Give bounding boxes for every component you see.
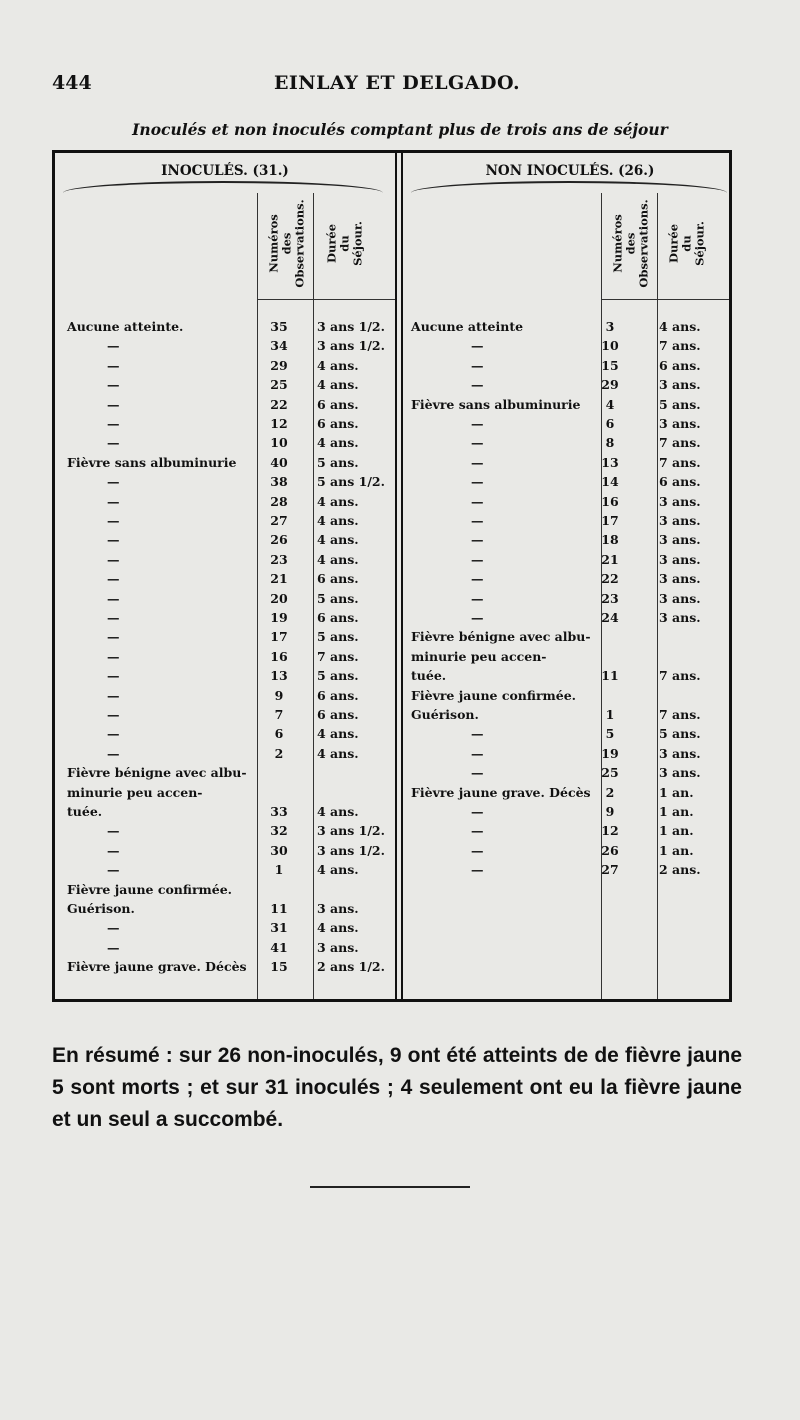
left-cell-desc: — — [107, 551, 120, 567]
left-cell-num: 26 — [270, 532, 288, 548]
closing-rule — [310, 1186, 470, 1188]
left-cell-num: 12 — [270, 416, 288, 431]
left-cell-dur: 3 ans 1/2. — [317, 842, 385, 858]
right-cell-dur: 3 ans. — [659, 610, 701, 625]
right-cell-dur — [659, 686, 729, 705]
right-cell-num: 11 — [601, 668, 619, 684]
left-cell-dur: 4 ans. — [317, 862, 359, 878]
right-cell-num: 5 — [605, 726, 615, 742]
left-cell-dur: 5 ans. — [317, 629, 359, 645]
left-cell-dur: 4 ans. — [317, 745, 359, 761]
right-cell-desc: — — [471, 357, 484, 373]
right-cell-dur: 7 ans. — [659, 707, 701, 722]
right-cell-num: 9 — [605, 804, 615, 819]
left-cell-num: 7 — [274, 707, 284, 722]
left-cell-dur: 6 ans. — [317, 610, 359, 625]
right-cell-dur: 7 ans. — [659, 435, 701, 451]
right-cell-desc: Fièvre sans albuminurie — [411, 396, 581, 412]
right-cell-num: 18 — [601, 532, 619, 548]
right-cell-num: 19 — [601, 745, 619, 761]
right-cell-num: 14 — [601, 474, 619, 490]
left-cell-desc: — — [107, 357, 120, 373]
left-cell-num: 6 — [274, 726, 284, 742]
left-cell-num: 20 — [270, 590, 288, 606]
right-cell-dur: 5 ans. — [659, 396, 701, 412]
double-rule-b — [401, 153, 403, 999]
left-cell-dur: 4 ans. — [317, 726, 359, 742]
left-cell-num: 34 — [270, 338, 288, 354]
left-cell-dur: 4 ans. — [317, 357, 359, 373]
left-cell-desc: — — [107, 435, 120, 451]
left-cell-dur: 4 ans. — [317, 532, 359, 548]
right-cell-dur: 3 ans. — [659, 377, 701, 393]
left-cell-dur: 4 ans. — [317, 804, 359, 819]
right-cell-desc: — — [471, 454, 484, 470]
right-cell-desc: Fièvre jaune grave. Décès — [411, 784, 591, 800]
right-cell-desc: minurie peu accen- — [411, 648, 547, 664]
right-cell-dur: 5 ans. — [659, 726, 701, 742]
right-cell-desc: — — [471, 571, 484, 587]
brace-left — [63, 181, 383, 193]
left-cell-desc: — — [107, 474, 120, 490]
left-cell-num: 21 — [270, 571, 288, 587]
left-cell-dur: 4 ans. — [317, 435, 359, 451]
right-cell-num: 17 — [601, 513, 619, 528]
left-cell-dur: 4 ans. — [317, 493, 359, 509]
right-cell-desc: — — [471, 474, 484, 490]
left-cell-desc: — — [107, 416, 120, 431]
right-cell-num: 12 — [601, 823, 619, 839]
left-cell-num: 30 — [270, 842, 288, 858]
right-cell-dur: 3 ans. — [659, 571, 701, 587]
right-cell-desc: — — [471, 804, 484, 819]
group-header-non-inocules: NON INOCULÉS. (26.) — [485, 163, 655, 179]
right-cell-desc: — — [471, 338, 484, 354]
left-cell-dur: 6 ans. — [317, 707, 359, 722]
left-cell-desc: — — [107, 862, 120, 878]
right-cell-dur: 3 ans. — [659, 765, 701, 781]
right-cell-dur: 1 an. — [659, 842, 694, 858]
left-cell-desc: Fièvre sans albuminurie — [67, 454, 237, 470]
right-cell-num: 21 — [601, 551, 619, 567]
left-cell-dur: 3 ans. — [317, 901, 359, 916]
right-cell-num — [585, 647, 635, 666]
right-cell-desc: — — [471, 551, 484, 567]
left-cell-num: 1 — [274, 862, 284, 878]
left-cell-desc: — — [107, 513, 120, 528]
left-cell-dur: 4 ans. — [317, 920, 359, 936]
right-cell-desc: — — [471, 416, 484, 431]
right-cell-dur — [659, 627, 729, 646]
left-cell-desc: — — [107, 920, 120, 936]
left-cell-dur: 3 ans 1/2. — [317, 823, 385, 839]
col-header-left-numbers: Numéros des Observations. — [266, 198, 307, 288]
left-cell-num: 27 — [270, 513, 288, 528]
left-cell-desc: — — [107, 532, 120, 548]
left-cell-num: 40 — [270, 454, 288, 470]
left-cell-desc: — — [107, 590, 120, 606]
left-cell-dur: 4 ans. — [317, 377, 359, 393]
right-cell-num: 24 — [601, 610, 619, 625]
left-cell-desc: — — [107, 687, 120, 703]
right-cell-num: 3 — [605, 319, 615, 334]
summary-paragraph: En résumé : sur 26 non-inoculés, 9 ont été atteints de de fièvre jaune 5 sont morts ; et sur 31 inoculés ; 4 seulement ont eu la fièvre jaune et un seul a succombé. — [52, 1044, 742, 1131]
col-header-left-duration: Durée du Séjour. — [324, 220, 365, 266]
left-cell-dur: 5 ans. — [317, 454, 359, 470]
right-cell-num: 6 — [605, 416, 615, 431]
right-cell-desc: — — [471, 745, 484, 761]
right-cell-desc: — — [471, 726, 484, 742]
right-cell-desc: Aucune atteinte — [411, 319, 524, 334]
left-cell-desc: — — [107, 610, 120, 625]
double-rule-a — [395, 153, 397, 999]
right-cell-num: 16 — [601, 493, 619, 509]
right-cell-desc: — — [471, 493, 484, 509]
right-cell-desc: — — [471, 862, 484, 878]
left-cell-dur — [317, 783, 387, 802]
left-cell-num — [259, 880, 299, 899]
right-cell-num: 13 — [601, 454, 619, 470]
left-cell-dur: 3 ans. — [317, 939, 359, 955]
right-cell-dur: 6 ans. — [659, 357, 701, 373]
right-cell-dur: 3 ans. — [659, 416, 701, 431]
right-cell-num: 1 — [605, 707, 615, 722]
right-cell-desc: Fièvre bénigne avec albu- — [411, 629, 591, 645]
right-cell-desc: — — [471, 610, 484, 625]
left-cell-desc: — — [107, 707, 120, 722]
right-cell-num — [585, 627, 635, 646]
left-cell-num: 31 — [270, 920, 288, 936]
left-cell-num: 15 — [270, 959, 288, 975]
left-cell-desc: — — [107, 745, 120, 761]
left-cell-desc: Fièvre bénigne avec albu- — [67, 765, 247, 781]
left-cell-desc: — — [107, 629, 120, 645]
left-cell-dur: 4 ans. — [317, 513, 359, 528]
right-cell-desc: — — [471, 765, 484, 781]
right-cell-dur: 6 ans. — [659, 474, 701, 490]
left-cell-dur: 5 ans. — [317, 590, 359, 606]
data-table — [52, 150, 732, 1002]
right-cell-dur: 7 ans. — [659, 338, 701, 354]
left-cell-desc: Fièvre jaune confirmée. — [67, 881, 233, 897]
left-cell-desc: tuée. — [67, 804, 103, 819]
left-cell-desc: — — [107, 823, 120, 839]
left-cell-num: 16 — [270, 648, 288, 664]
col-header-right-duration: Durée du Séjour. — [666, 220, 707, 266]
left-cell-dur: 5 ans 1/2. — [317, 474, 385, 490]
left-cell-num: 28 — [270, 493, 288, 509]
left-cell-num: 25 — [270, 377, 288, 393]
right-cell-desc: — — [471, 532, 484, 548]
left-cell-dur: 3 ans 1/2. — [317, 319, 385, 334]
left-cell-num: 17 — [270, 629, 288, 645]
left-cell-num: 10 — [270, 435, 288, 451]
brace-right — [411, 181, 727, 193]
right-cell-num: 29 — [601, 377, 619, 393]
left-cell-num: 23 — [270, 551, 288, 567]
left-cell-num: 19 — [270, 610, 288, 625]
header-rule-right — [601, 299, 729, 300]
right-cell-dur: 3 ans. — [659, 551, 701, 567]
left-cell-num: 11 — [270, 901, 288, 916]
right-cell-num: 4 — [605, 396, 615, 412]
right-cell-dur: 1 an. — [659, 823, 694, 839]
left-cell-num: 35 — [270, 319, 288, 334]
left-cell-dur: 6 ans. — [317, 687, 359, 703]
col-header-right-numbers: Numéros des Observations. — [610, 198, 651, 288]
right-cell-desc: — — [471, 377, 484, 393]
left-cell-dur: 6 ans. — [317, 416, 359, 431]
left-cell-desc: — — [107, 338, 120, 354]
right-cell-dur: 3 ans. — [659, 745, 701, 761]
right-cell-dur: 2 ans. — [659, 862, 701, 878]
left-cell-num — [259, 763, 299, 782]
right-cell-num: 2 — [605, 784, 615, 800]
right-cell-num: 15 — [601, 357, 619, 373]
left-cell-num: 29 — [270, 357, 288, 373]
left-cell-desc: — — [107, 396, 120, 412]
left-cell-dur — [317, 763, 387, 782]
running-title: EINLAY ET DELGADO. — [273, 72, 521, 94]
right-cell-num: 27 — [601, 862, 619, 878]
left-cell-dur: 7 ans. — [317, 648, 359, 664]
left-cell-desc: — — [107, 668, 120, 684]
right-cell-dur: 1 an. — [659, 804, 694, 819]
left-cell-desc: — — [107, 493, 120, 509]
running-head — [52, 72, 742, 102]
right-cell-desc: — — [471, 513, 484, 528]
left-cell-desc: — — [107, 939, 120, 955]
right-cell-dur: 3 ans. — [659, 513, 701, 528]
right-cell-num: 23 — [601, 590, 619, 606]
header-rule-left — [257, 299, 395, 300]
left-cell-dur: 2 ans 1/2. — [317, 959, 385, 975]
left-cell-num: 32 — [270, 823, 288, 839]
right-cell-desc: — — [471, 590, 484, 606]
left-cell-desc: — — [107, 377, 120, 393]
left-cell-num: 13 — [270, 668, 288, 684]
right-cell-desc: — — [471, 823, 484, 839]
right-cell-dur: 7 ans. — [659, 454, 701, 470]
left-cell-dur — [317, 880, 387, 899]
right-cell-dur: 7 ans. — [659, 668, 701, 684]
left-cell-num: 38 — [270, 474, 288, 490]
left-cell-dur: 6 ans. — [317, 396, 359, 412]
left-cell-num — [259, 783, 299, 802]
left-cell-desc: Guérison. — [67, 901, 135, 916]
right-cell-desc: Guérison. — [411, 707, 479, 722]
left-cell-dur: 5 ans. — [317, 668, 359, 684]
page-number: 444 — [52, 72, 92, 94]
left-cell-num: 2 — [274, 745, 284, 761]
right-cell-desc: — — [471, 842, 484, 858]
left-cell-num: 9 — [274, 687, 284, 703]
right-cell-num — [585, 686, 635, 705]
right-cell-num: 10 — [601, 338, 619, 354]
right-cell-dur: 4 ans. — [659, 319, 701, 334]
right-cell-num: 26 — [601, 842, 619, 858]
right-cell-num: 25 — [601, 765, 619, 781]
rule-left-num — [313, 193, 314, 999]
left-cell-desc: minurie peu accen- — [67, 784, 203, 800]
right-cell-num: 22 — [601, 571, 619, 587]
left-cell-dur: 3 ans 1/2. — [317, 338, 385, 354]
left-cell-desc: — — [107, 842, 120, 858]
right-cell-dur: 3 ans. — [659, 590, 701, 606]
right-cell-dur — [659, 647, 729, 666]
table-caption: Inoculés et non inoculés comptant plus de trois ans de séjour — [132, 120, 668, 139]
left-cell-desc: — — [107, 571, 120, 587]
right-cell-desc: Fièvre jaune confirmée. — [411, 687, 577, 703]
left-cell-desc: Fièvre jaune grave. Décès — [67, 959, 247, 975]
left-cell-num: 33 — [270, 804, 288, 819]
left-cell-desc: Aucune atteinte. — [67, 319, 184, 334]
left-cell-desc: — — [107, 648, 120, 664]
left-cell-num: 41 — [270, 939, 288, 955]
group-header-inocules: INOCULÉS. (31.) — [161, 163, 289, 179]
right-cell-desc: — — [471, 435, 484, 451]
left-cell-desc: — — [107, 726, 120, 742]
right-cell-dur: 3 ans. — [659, 493, 701, 509]
left-cell-dur: 6 ans. — [317, 571, 359, 587]
right-cell-desc: tuée. — [411, 668, 447, 684]
left-cell-dur: 4 ans. — [317, 551, 359, 567]
right-cell-num: 8 — [605, 435, 615, 451]
right-cell-dur: 3 ans. — [659, 532, 701, 548]
right-cell-dur: 1 an. — [659, 784, 694, 800]
left-cell-num: 22 — [270, 396, 288, 412]
